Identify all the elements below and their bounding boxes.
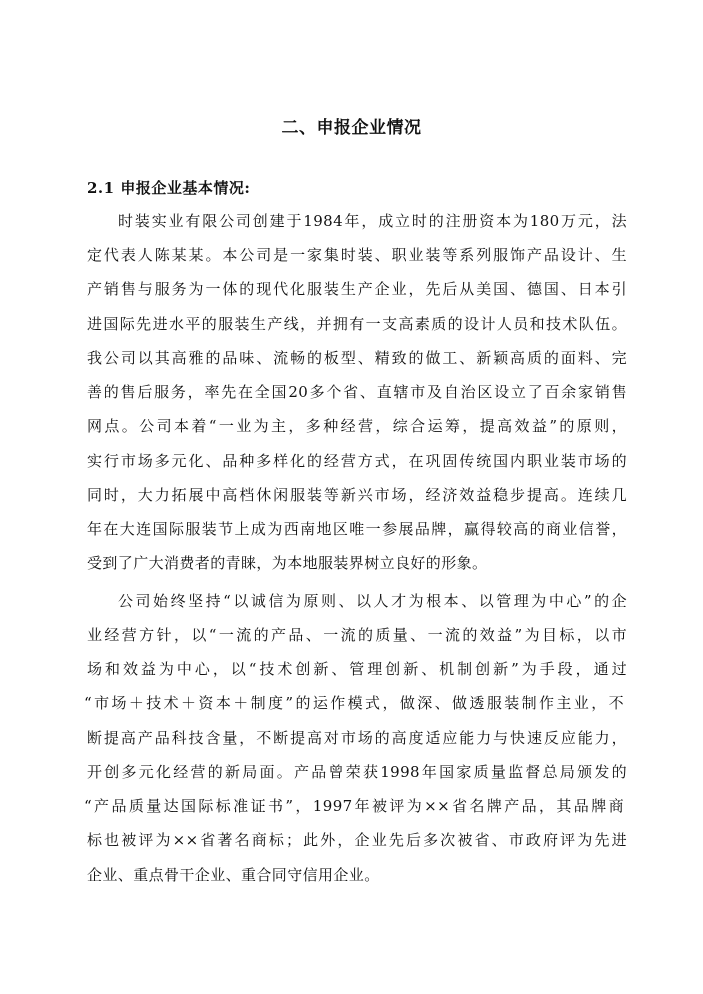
paragraph-line: 定代表人陈某某。本公司是一家集时装、职业装等系列服饰产品设计、生	[87, 246, 627, 264]
section-heading: 2.1 申报企业基本情况:	[87, 179, 251, 197]
paragraph-line: 产销售与服务为一体的现代化服装生产企业，先后从美国、德国、日本引	[87, 280, 627, 298]
paragraph-line: “市场＋技术＋资本＋制度”的运作模式，做深、做透服装制作主业，不	[84, 694, 624, 712]
paragraph-line: 受到了广大消费者的青睐，为本地服装界树立良好的形象。	[87, 554, 488, 572]
paragraph-line: 我公司以其高雅的品味、流畅的板型、精致的做工、新颖高质的面料、完	[87, 349, 627, 367]
paragraph-line: 实行市场多元化、品种多样化的经营方式，在巩固传统国内职业装市场的	[87, 452, 627, 470]
paragraph-line: 时装实业有限公司创建于1984年，成立时的注册资本为180万元，法	[118, 212, 627, 230]
paragraph-line: 公司始终坚持“以诚信为原则、以人才为根本、以管理为中心”的企	[118, 592, 627, 610]
paragraph-line: 企业、重点骨干企业、重合同守信用企业。	[87, 866, 380, 884]
paragraph-line: 断提高产品科技含量，不断提高对市场的高度适应能力与快速反应能力，	[87, 729, 627, 747]
paragraph-line: 场和效益为中心，以“技术创新、管理创新、机制创新”为手段，通过	[87, 660, 627, 678]
page-title: 二、申报企业情况	[281, 118, 422, 138]
paragraph-line: 同时，大力拓展中高档休闲服装等新兴市场，经济效益稳步提高。连续几	[87, 486, 627, 504]
paragraph-line: 标也被评为××省著名商标；此外，企业先后多次被省、市政府评为先进	[87, 831, 627, 849]
paragraph-line: 进国际先进水平的服装生产线，并拥有一支高素质的设计人员和技术队伍。	[87, 315, 627, 333]
paragraph-line: “产品质量达国际标准证书”，1997年被评为××省名牌产品，其品牌商	[84, 797, 624, 815]
paragraph-line: 业经营方针，以“一流的产品、一流的质量、一流的效益”为目标，以市	[87, 626, 627, 644]
paragraph-line: 开创多元化经营的新局面。产品曾荣获1998年国家质量监督总局颁发的	[87, 763, 627, 781]
paragraph-line: 善的售后服务，率先在全国20多个省、直辖市及自治区设立了百余家销售	[87, 383, 627, 401]
paragraph-line: 年在大连国际服装节上成为西南地区唯一参展品牌，赢得较高的商业信誉，	[87, 520, 627, 538]
paragraph-line: 网点。公司本着“一业为主，多种经营，综合运筹，提高效益”的原则，	[87, 417, 627, 435]
